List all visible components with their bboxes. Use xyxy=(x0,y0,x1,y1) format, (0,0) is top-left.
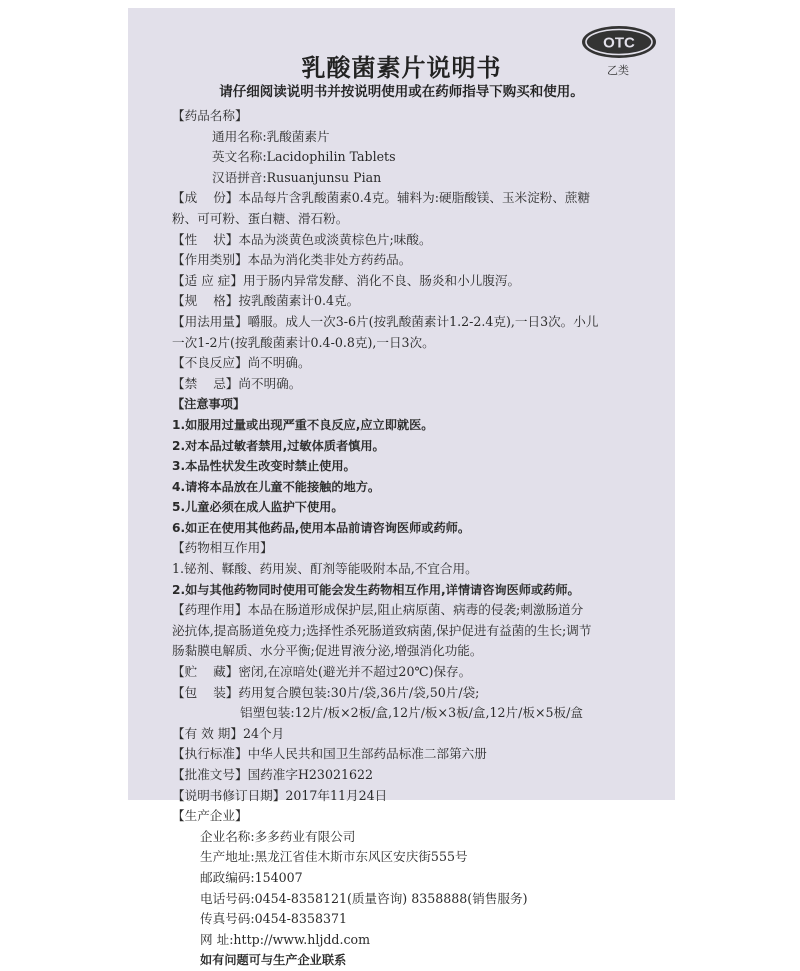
packaging-text-2: 铝塑包装:12片/板×2板/盒,12片/板×3板/盒,12片/板×5板/盒 xyxy=(240,705,583,721)
precaution-item: 6.如正在使用其他药品,使用本品前请咨询医师或药师。 xyxy=(172,520,471,535)
contraindications-tag: 【禁 忌】 xyxy=(172,375,239,391)
company-contact-note: 如有问题可与生产企业联系 xyxy=(200,953,347,968)
contraindications-text: 尚不明确。 xyxy=(238,375,302,391)
manufacturer-header: 【生产企业】 xyxy=(172,808,248,824)
company-website: 网 址:http://www.hljdd.com xyxy=(200,931,371,947)
indications-text: 用于肠内异常发酵、消化不良、肠炎和小儿腹泻。 xyxy=(242,272,521,288)
specification-tag: 【规 格】 xyxy=(172,293,239,309)
english-name: 英文名称:Lacidophilin Tablets xyxy=(212,149,396,165)
specification-row xyxy=(172,291,662,312)
company-fax: 传真号码:0454-8358371 xyxy=(200,911,348,927)
otc-class: 乙类 xyxy=(607,64,629,77)
approval-row xyxy=(172,765,662,786)
interaction-item: 2.如与其他药物同时使用可能会发生药物相互作用,详情请咨询医师或药师。 xyxy=(172,582,580,597)
packaging-tag: 【包 装】 xyxy=(172,684,239,700)
pharmacology-text-1: 本品在肠道形成保护层,阻止病原菌、病毒的侵袭;刺激肠道分 xyxy=(247,602,584,618)
category-text: 本品为消化类非处方药药品。 xyxy=(247,252,412,268)
composition-tag: 【成 份】 xyxy=(172,190,239,206)
pharmacology-row xyxy=(172,600,662,621)
properties-tag: 【性 状】 xyxy=(172,231,239,247)
storage-text: 密闭,在凉暗处(避光并不超过20℃)保存。 xyxy=(238,664,472,680)
section-header-name: 【药品名称】 xyxy=(172,108,248,123)
packaging-row xyxy=(172,683,662,704)
precaution-item: 5.儿童必须在成人监护下使用。 xyxy=(172,500,344,515)
pinyin-name: 汉语拼音:Rusuanjunsu Pian xyxy=(212,169,382,185)
properties-text: 本品为淡黄色或淡黄棕色片;味酸。 xyxy=(238,231,432,247)
standard-tag: 【执行标准】 xyxy=(172,746,248,762)
indications-row xyxy=(172,271,662,292)
generic-name: 通用名称:乳酸菌素片 xyxy=(212,128,330,144)
revision-text: 2017年11月24日 xyxy=(285,787,388,803)
precautions-header: 【注意事项】 xyxy=(172,397,246,412)
dosage-text-2: 一次1-2片(按乳酸菌素计0.4-0.8克),一日3次。 xyxy=(172,334,435,350)
company-name: 企业名称:多多药业有限公司 xyxy=(200,828,356,844)
properties-row xyxy=(172,230,662,251)
storage-row xyxy=(172,662,662,683)
page-subtitle: 请仔细阅读说明书并按说明使用或在药师指导下购买和使用。 xyxy=(219,84,584,100)
precaution-item: 2.对本品过敏者禁用,过敏体质者慎用。 xyxy=(172,438,385,453)
indications-tag: 【适 应 症】 xyxy=(172,272,243,288)
adverse-tag: 【不良反应】 xyxy=(172,355,248,371)
standard-row xyxy=(172,744,662,765)
interactions-header: 【药物相互作用】 xyxy=(172,540,273,556)
dosage-tag: 【用法用量】 xyxy=(172,313,248,329)
pharmacology-tag: 【药理作用】 xyxy=(172,602,248,618)
leaflet-sheet xyxy=(128,8,675,968)
specification-text: 按乳酸菌素计0.4克。 xyxy=(238,293,360,309)
validity-tag: 【有 效 期】 xyxy=(172,725,243,741)
company-postcode: 邮政编码:154007 xyxy=(200,869,303,885)
composition-text-2: 粉、可可粉、蛋白糖、滑石粉。 xyxy=(172,210,349,226)
validity-row xyxy=(172,724,662,745)
otc-badge-text: OTC xyxy=(603,34,635,52)
precaution-item: 1.如服用过量或出现严重不良反应,应立即就医。 xyxy=(172,417,434,432)
packaging-text-1: 药用复合膜包装:30片/袋,36片/袋,50片/袋; xyxy=(238,684,480,700)
company-address: 生产地址:黑龙江省佳木斯市东风区安庆街555号 xyxy=(200,849,468,865)
dosage-text-1: 嚼服。成人一次3-6片(按乳酸菌素计1.2-2.4克),一日3次。小儿 xyxy=(247,313,599,329)
approval-tag: 【批准文号】 xyxy=(172,767,248,782)
contraindications-row xyxy=(172,374,662,395)
precaution-item: 4.请将本品放在儿童不能接触的地方。 xyxy=(172,479,381,494)
company-phone: 电话号码:0454-8358121(质量咨询) 8358888(销售服务) xyxy=(200,890,528,906)
category-tag: 【作用类别】 xyxy=(172,252,248,268)
storage-tag: 【贮 藏】 xyxy=(172,664,239,680)
approval-text: 国药准字H23021622 xyxy=(247,767,374,782)
composition-row xyxy=(172,188,662,209)
validity-text: 24个月 xyxy=(242,725,285,741)
page-title: 乳酸菌素片说明书 xyxy=(301,54,502,82)
category-row xyxy=(172,250,662,271)
pharmacology-text-2: 泌抗体,提高肠道免疫力;选择性杀死肠道致病菌,保护促进有益菌的生长;调节 xyxy=(172,622,592,638)
standard-text: 中华人民共和国卫生部药品标准二部第六册 xyxy=(247,746,487,762)
interaction-item: 1.铋剂、鞣酸、药用炭、酊剂等能吸附本品,不宜合用。 xyxy=(172,561,478,577)
revision-tag: 【说明书修订日期】 xyxy=(172,787,286,803)
dosage-row xyxy=(172,312,662,333)
adverse-text: 尚不明确。 xyxy=(247,355,311,371)
pharmacology-text-3: 肠黏膜电解质、水分平衡;促进胃液分泌,增强消化功能。 xyxy=(172,643,483,659)
leaflet-body xyxy=(172,106,662,971)
revision-row xyxy=(172,786,662,807)
composition-text-1: 本品每片含乳酸菌素0.4克。辅料为:硬脂酸镁、玉米淀粉、蔗糖 xyxy=(238,190,591,206)
precaution-item: 3.本品性状发生改变时禁止使用。 xyxy=(172,459,356,474)
adverse-row xyxy=(172,353,662,374)
